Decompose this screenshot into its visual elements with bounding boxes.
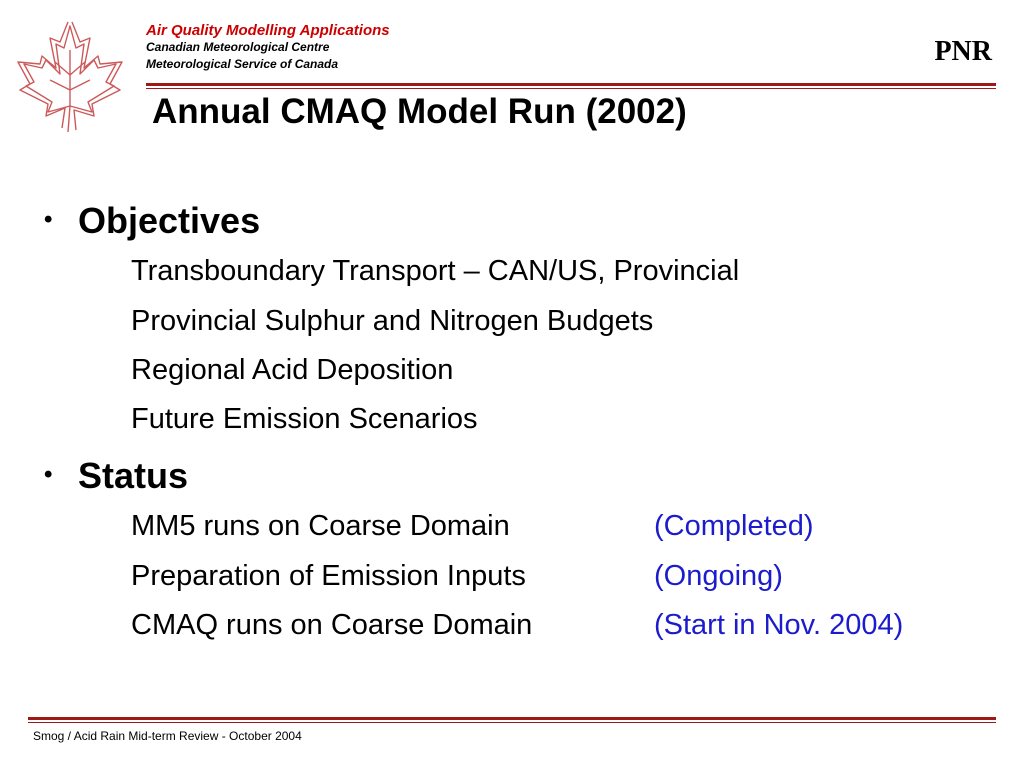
org-centre: Canadian Meteorological Centre xyxy=(146,40,330,54)
org-service: Meteorological Service of Canada xyxy=(146,57,339,71)
bullet-icon: • xyxy=(96,305,107,337)
bullet-icon: • xyxy=(96,510,107,542)
bullet-icon: • xyxy=(96,354,107,386)
list-item-text: Future Emission Scenarios xyxy=(131,403,478,435)
slide-title: Annual CMAQ Model Run (2002) xyxy=(152,92,687,131)
list-item xyxy=(96,305,653,338)
bullet-icon: • xyxy=(96,609,107,641)
bullet-icon: • xyxy=(96,403,107,435)
list-item-text: MM5 runs on Coarse Domain xyxy=(131,510,510,542)
bullet-icon: • xyxy=(44,461,53,489)
list-item xyxy=(96,403,478,436)
org-title: Air Quality Modelling Applications xyxy=(146,22,390,39)
header-divider-thin xyxy=(146,88,996,89)
list-item-text: Regional Acid Deposition xyxy=(131,354,454,386)
list-item-text: Transboundary Transport – CAN/US, Provincial xyxy=(131,255,740,287)
list-item-text: CMAQ runs on Coarse Domain xyxy=(131,609,533,641)
status-label: (Start in Nov. 2004) xyxy=(654,609,904,641)
list-item xyxy=(96,510,510,543)
list-item xyxy=(96,255,739,288)
list-item-text: Preparation of Emission Inputs xyxy=(131,560,526,592)
organization-header xyxy=(146,22,390,73)
section-heading-label: Status xyxy=(78,455,189,496)
section-heading-objectives xyxy=(44,200,260,242)
list-item xyxy=(96,354,453,387)
maple-leaf-icon xyxy=(10,20,130,140)
footer-divider-thin xyxy=(28,722,996,723)
section-heading-label: Objectives xyxy=(78,200,261,241)
header-divider xyxy=(146,83,996,86)
bullet-icon: • xyxy=(96,560,107,592)
bullet-icon: • xyxy=(96,255,107,287)
section-heading-status xyxy=(44,455,188,497)
footer-text: Smog / Acid Rain Mid-term Review - October 2004 xyxy=(33,729,302,743)
status-label: (Completed) xyxy=(654,510,814,542)
list-item xyxy=(96,609,532,642)
list-item xyxy=(96,560,526,593)
list-item-text: Provincial Sulphur and Nitrogen Budgets xyxy=(131,305,654,337)
bullet-icon: • xyxy=(44,206,53,234)
footer-divider xyxy=(28,717,996,720)
region-badge: PNR xyxy=(934,36,992,67)
status-label: (Ongoing) xyxy=(654,560,783,592)
